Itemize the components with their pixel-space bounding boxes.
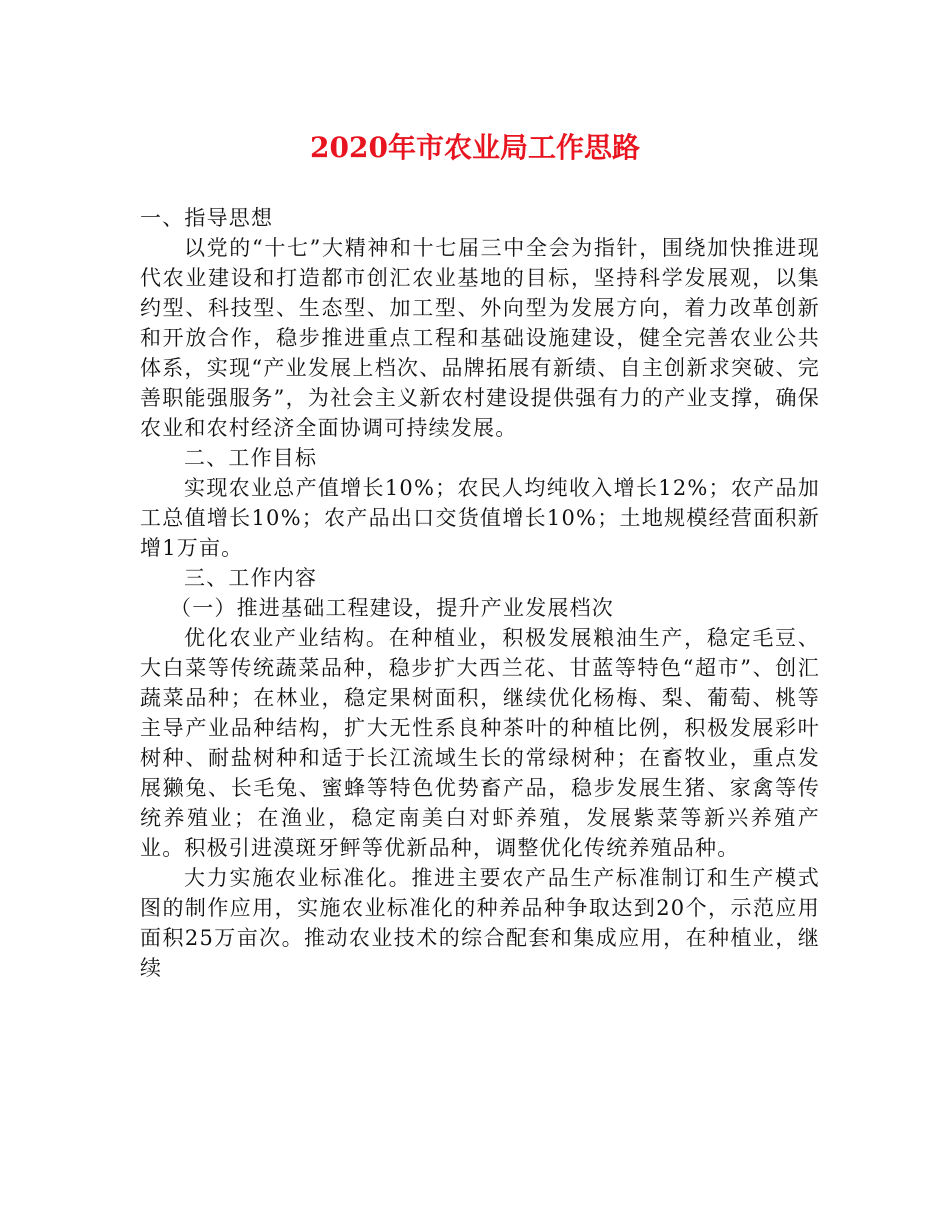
document-title: 2020年市农业局工作思路: [310, 131, 640, 164]
section-heading-work-goals: 二、工作目标: [184, 446, 318, 470]
paragraph-standardization: 大力实施农业标准化。推进主要农产品生产标准制订和生产模式图的制作应用，实施农业标准化的种养品种争取达到20个，示范应用面积25万亩次。推动农业技术的综合配套和集成应用，在种植业，继续: [140, 866, 820, 980]
paragraph-guiding-ideology: 以党的“十七”大精神和十七届三中全会为指针，围绕加快推进现代农业建设和打造都市创汇农业基地的目标，坚持科学发展观，以集约型、科技型、生态型、加工型、外向型为发展方向，着力改革创新和开放合作，稳步推进重点工程和基础设施建设，健全完善农业公共体系，实现“产业发展上档次、品牌拓展有新绩、自主创新求突破、完善职能强服务”，为社会主义新农村建设提供强有力的产业支撑，确保农业和农村经济全面协调可持续发展。: [140, 236, 820, 440]
document-body: [140, 203, 820, 983]
paragraph-work-goals: 实现农业总产值增长10%；农民人均纯收入增长12%；农产品加工总值增长10%；农产品出口交货值增长10%；土地规模经营面积新增1万亩。: [140, 476, 820, 560]
subheading-infrastructure: （一）推进基础工程建设，提升产业发展档次: [170, 596, 614, 620]
section-heading-work-content: 三、工作内容: [184, 566, 318, 590]
paragraph-industry-structure: 优化农业产业结构。在种植业，积极发展粮油生产，稳定毛豆、大白菜等传统蔬菜品种，稳步扩大西兰花、甘蓝等特色“超市”、创汇蔬菜品种；在林业，稳定果树面积，继续优化杨梅、梨、葡萄、桃等主导产业品种结构，扩大无性系良种茶叶的种植比例，积极发展彩叶树种、耐盐树种和适于长江流域生长的常绿树种；在畜牧业，重点发展獭兔、长毛兔、蜜蜂等特色优势畜产品，稳步发展生猪、家禽等传统养殖业；在渔业，稳定南美白对虾养殖，发展紫菜等新兴养殖产业。积极引进漠斑牙鲆等优新品种，调整优化传统养殖品种。: [140, 626, 820, 860]
section-heading-guiding-ideology: 一、指导思想: [140, 206, 274, 230]
